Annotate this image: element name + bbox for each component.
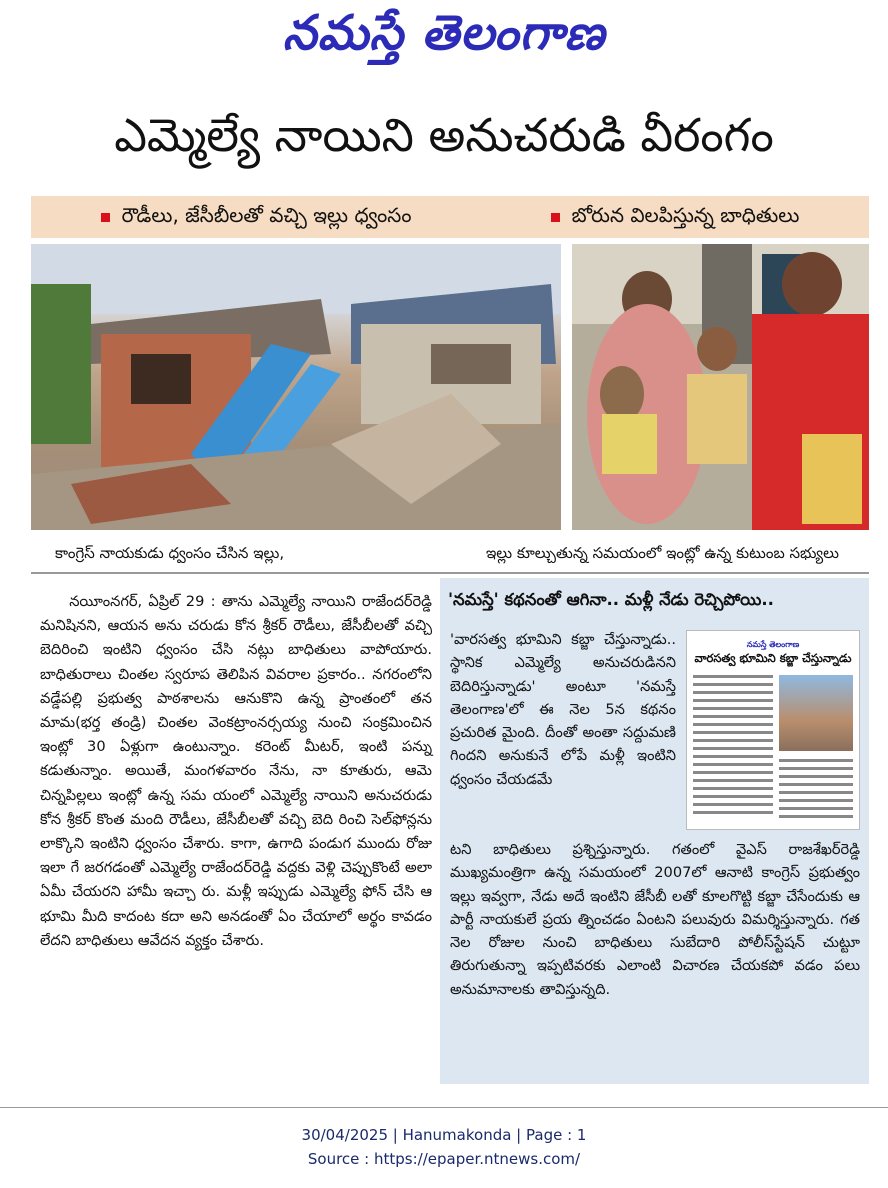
demolished-house-photo bbox=[31, 244, 561, 530]
subheadline-text: బోరున విలపిస్తున్న బాధితులు bbox=[571, 202, 800, 227]
clipping-headline: వారసత్వ భూమిని కబ్జా చేస్తున్నాడు bbox=[694, 651, 852, 665]
demolished-house-illustration bbox=[31, 244, 561, 530]
photo-caption-row bbox=[31, 540, 869, 570]
clipping-text-lines bbox=[779, 759, 853, 823]
sidebar-box-paragraph: టని బాధితులు ప్రశ్నిస్తున్నారు. గతంలో వైఎస్ రాజశేఖర్‌రెడ్డి ముఖ్యమంత్రిగా ఉన్న సమయంలో 2007లో ఆనాటి కాంగ్రెస్ ప్రభుత్వం ఇల్లు ఇవ్వగా, నేడు అదే ఇంటిని జేసీబీ లతో కూలగొట్టి కబ్జా చేసేందుకు ఆ పార్టీ నాయకులే ప్రయ త్నించడం ఏంటని పలువురు విమర్శిస్తున్నారు. గత నెల రోజుల నుంచి బాధితులు సుబేదారి పోలీస్‌స్టేషన్ చుట్టూ తిరుగుతున్నా ఇప్పటివరకు ఎలాంటి విచారణ చేయకపో వడం పలు అనుమానాలకు తావిస్తున్నది. bbox=[450, 841, 860, 998]
bullet-square-icon bbox=[101, 213, 110, 222]
newspaper-masthead bbox=[0, 0, 888, 78]
photo-caption-right: ఇల్లు కూల్చుతున్న సమయంలో ఇంట్లో ఉన్న కుటుంబ సభ్యులు bbox=[485, 544, 839, 562]
sidebar-box-title: 'నమస్తే' కథనంతో ఆగినా.. మళ్లీ నేడు రెచ్చిపోయి.. bbox=[448, 590, 774, 609]
footer-date-edition: 30/04/2025 | Hanumakonda | Page : 1 bbox=[301, 1126, 587, 1144]
clipping-photo bbox=[779, 675, 853, 751]
clipping-masthead: నమస్తే తెలంగాణ bbox=[746, 640, 800, 649]
sidebar-box-text bbox=[450, 628, 860, 1001]
article-body bbox=[40, 590, 432, 953]
photo-caption-left: కాంగ్రెస్ నాయకుడు ధ్వంసం చేసిన ఇల్లు, bbox=[55, 544, 285, 562]
family-members-photo bbox=[572, 244, 869, 530]
subheadline-bar bbox=[31, 196, 869, 238]
clipping-text-lines bbox=[693, 675, 773, 819]
divider bbox=[31, 572, 869, 574]
footer-source: Source : https://epaper.ntnews.com/ bbox=[307, 1150, 581, 1168]
subheadline-text: రౌడీలు, జేసీబీలతో వచ్చి ఇల్లు ధ్వంసం bbox=[121, 202, 412, 227]
footer-rule bbox=[0, 1107, 888, 1108]
sidebar-box-wrap-text: 'వారసత్వ భూమిని కబ్జా చేస్తున్నాడు.. స్థానిక ఎమ్మెల్యే అనుచరుడినని బెదిరిస్తున్నాడు' అంటూ 'నమస్తే తెలంగాణ'లో ఈ నెల 5న కథనం ప్రచురిత మైంది. దీంతో అంతా సద్దుమణి గిందని అనుకునే లోపే మళ్లీ ఇంటిని ధ్వంసం చేయడమే bbox=[450, 631, 676, 788]
bullet-square-icon bbox=[551, 213, 560, 222]
family-members-illustration bbox=[572, 244, 869, 530]
subheadline-item bbox=[551, 203, 800, 232]
article-paragraph: నయీంనగర్, ఏప్రిల్ 29 : తాను ఎమ్మెల్యే నాయిని రాజేందర్‌రెడ్డి మనిషినని, ఆయన అను చరుడు కోన శ్రీకర్ రౌడీలు, జేసీబీలతో వచ్చి బెదిరించి ఇంటిని ధ్వంసం చేసి నట్లు బాధితులు వాపోయారు. బాధితురాలు చింతల స్వరూప తెలిపిన వివరాల ప్రకారం.. నగరంలోని వడ్డేపల్లి ప్రభుత్వ పాఠశాలను ఆనుకొని ఉన్న ప్రాంతంలో తన మామ(భర్త తండ్రి) చింతల వెంకట్రాంనర్సయ్య నుంచి సంక్రమించిన ఇంట్లో 30 ఏళ్లుగా ఉంటున్నాం. కరెంట్ మీటర్, ఇంటి పన్ను కడుతున్నాం. అయితే, మంగళవారం నేను, నా కూతురు, ఆమె చిన్నపిల్లలు ఇంట్లో ఉన్న సమ యంలో ఎమ్మెల్యే నాయిని అనుచరుడు కోన శ్రీకర్ కొంత మంది రౌడీలు, జేసీబీలతో వచ్చి బెది రించి సెల్‌ఫోన్లను లాక్కొని ఇంటిని ధ్వంసం చేశారు. కాగా, ఉగాది పండుగ ముందు రోజు ఇలా గే జరగడంతో ఎమ్మెల్యే రాజేందర్‌రెడ్డి వద్దకు వెళ్లి చెప్పుకొంటే అలా ఏమీ చేయరని హామీ ఇచ్చా రు. మళ్లీ ఇప్పుడు ఎమ్మెల్యే ఫోన్ చేసి ఆ భూమి మీది కాదంట కదా అని అనడంతో ఏం చేయాలో అర్థం కావడం లేదని బాధితులు ఆవేదన వ్యక్తం చేశారు. bbox=[40, 593, 432, 949]
headline bbox=[0, 100, 888, 182]
subheadline-item bbox=[101, 203, 412, 232]
earlier-article-clipping bbox=[686, 630, 860, 830]
headline-text: ఎమ్మెల్యే నాయిని అనుచరుడి వీరంగం bbox=[114, 108, 774, 162]
masthead-title: నమస్తే తెలంగాణ bbox=[282, 5, 606, 61]
